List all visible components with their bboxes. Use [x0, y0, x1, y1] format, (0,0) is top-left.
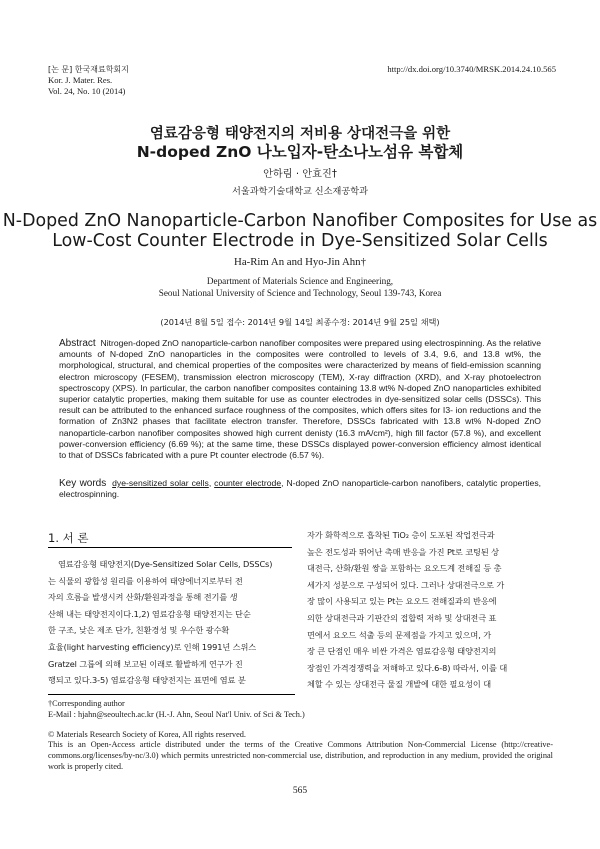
authors-english: Ha-Rim An and Hyo-Jin Ahn†	[234, 256, 366, 268]
journal-header-line3: Vol. 24, No. 10 (2014)	[48, 86, 126, 96]
license-text: This is an Open-Access article distributed under the terms of the Creative Commons Attribution Non-Commercial License (http://creative-commons.org/licenses/by-nc/3.0) which permits unrestricted non-commercial use, distribution, and reproduction in any medium, provided the original work is properly cited.	[48, 740, 553, 771]
abstract-label: Abstract	[59, 338, 96, 349]
section-heading-rule	[48, 547, 292, 548]
body-left-line: 한 구조, 낮은 제조 단가, 친환경성 및 우수한 광수확	[48, 625, 230, 636]
body-left-line: 행되고 있다.3-5) 염료감응형 태양전지는 표면에 염료 분	[48, 675, 246, 686]
body-left-line: Gratzel 그룹에 의해 보고된 이래로 활발하게 연구가 진	[48, 658, 243, 669]
body-column-right	[307, 527, 553, 693]
affiliation-korean: 서울과학기술대학교 신소재공학과	[231, 186, 369, 197]
abstract-text: Nitrogen-doped ZnO nanoparticle-carbon nanofiber composites were prepared using electrospinning. As the relative amounts of N-doped ZnO nanoparticles in the composites were controlled to levels of 3.4, 9.6, and 13.8 wt%, the morphological, structural, and chemical properties of the composites were characterized by means of field-emission scanning electron microscopy (FESEM), transmission electron microscopy (TEM), X-ray diffraction (XRD), and X-ray photoelectron spectroscopy (XPS). In particular, the carbon nanofiber composites containing 13.8 wt% N-doped ZnO nanoparticles exhibited superior catalytic properties, making them suitable for use as counter electrodes in dye-sensitized solar cells (DSSCs). This result can be attributed to the enhanced surface roughness of the composites, which offers sites for I3- ion reductions and the formation of Zn3N2 phases that facilitate electron transfer. Therefore, DSSCs fabricated with 13.8 wt% N-doped ZnO nanoparticle-carbon nanofiber composites showed high current denisty (16.3 mA/cm²), high fill factor (57.8 %), and excellent power-conversion efficiency (6.69 %); at the same time, these DSSCs displayed power-conversion efficiency almost identical to that of DSSCs fabricated with a pure Pt counter electrode (6.57 %).	[59, 338, 541, 461]
copyright-notice: © Materials Research Society of Korea, All rights reserved.	[48, 729, 246, 739]
affiliation-english	[0, 275, 600, 299]
body-right-line: 자가 화학적으로 흡착된 TiO₂ 층이 도포된 작업전극과	[307, 530, 495, 540]
body-left-line: 효율(light harvesting efficiency)로 인해 1991년 스위스	[48, 641, 257, 652]
received-dates: (2014년 8월 5일 접수: 2014년 9월 14일 최종수정: 2014년 9월 25일 채택)	[160, 317, 440, 327]
body-right-line: 높은 전도성과 뛰어난 촉매 반응을 가진 Pt로 코팅된 상	[307, 546, 499, 557]
keywords-rest: , N-doped ZnO nanoparticle-carbon nanofibers, catalytic properties, electrospinning.	[59, 478, 542, 500]
authors-korean: 안하림 · 안효진†	[263, 169, 337, 180]
keywords-label: Key words	[59, 478, 107, 489]
doi-link[interactable]: http://dx.doi.org/10.3740/MRSK.2014.24.10.565	[387, 64, 556, 74]
author-email: E-Mail : hjahn@seoultech.ac.kr (H.-J. Ahn, Seoul Nat'l Univ. of Sci & Tech.)	[48, 709, 305, 719]
body-right-line: 장점인 가격경쟁력을 저해하고 있다.6-8) 따라서, 이를 대	[307, 662, 508, 673]
body-right-line: 장 많이 사용되고 있는 Pt는 요오드 전해질과의 반응에	[307, 596, 497, 607]
title-korean-line2: N-doped ZnO 나노입자-탄소나노섬유 복합체	[136, 143, 464, 161]
body-left-line: 자의 흐름을 발생시켜 산화/환원과정을 통해 전기를 생	[48, 592, 238, 603]
journal-header-line2: Kor. J. Mater. Res.	[48, 75, 113, 85]
abstract	[59, 338, 541, 461]
affiliation-english-line1: Department of Materials Science and Engineering,	[206, 276, 394, 286]
journal-header	[48, 64, 129, 97]
title-english-line2: Low-Cost Counter Electrode in Dye-Sensitized Solar Cells	[52, 231, 548, 251]
body-column-left	[48, 556, 294, 689]
keyword-link-counter-electrode[interactable]: counter electrode	[214, 478, 282, 488]
page-number: 565	[292, 786, 308, 796]
title-korean-line1: 염료감응형 태양전지의 저비용 상대전극을 위한	[149, 126, 451, 142]
body-right-line: 면에서 요오드 석출 등의 문제점을 가지고 있으며, 가	[307, 629, 492, 640]
footnote-rule	[48, 694, 295, 695]
body-right-line: 의한 상대전극과 기판간의 접합력 저하 및 상대전극 표	[307, 612, 497, 623]
body-left-line: 는 식물의 광합성 원리를 이용하여 태양에너지로부터 전	[48, 575, 243, 586]
body-right-line: 장 큰 단점인 매우 비싼 가격은 염료감응형 태양전지의	[307, 646, 497, 657]
section-heading: 1. 서 론	[48, 531, 89, 545]
keywords: Key words dye-sensitized solar cells, counter electrode, N-doped ZnO nanoparticle-carbon nanofibers, catalytic properties, electrospinning.	[59, 478, 542, 500]
journal-header-line1: [논 문] 한국재료학회지	[48, 65, 129, 74]
body-left-line: 염료감응형 태양전지(Dye-Sensitized Solar Cells, DSSCs)	[58, 559, 273, 569]
corresponding-author: †Corresponding author	[48, 699, 125, 708]
affiliation-english-line2: Seoul National University of Science and Technology, Seoul 139-743, Korea	[158, 288, 442, 298]
body-left-line: 산해 내는 태양전지이다.1,2) 염료감응형 태양전지는 단순	[48, 608, 251, 619]
title-english-line1: N-Doped ZnO Nanoparticle-Carbon Nanofiber Composites for Use as	[2, 211, 598, 231]
footnote	[48, 699, 553, 773]
body-right-line: 세가지 성분으로 구성되어 있다. 그러나 상대전극으로 가	[307, 579, 505, 590]
body-right-line: 체할 수 있는 상대전극 물질 개발에 대한 필요성이 대	[307, 679, 492, 690]
body-right-line: 대전극, 산화/환원 쌍을 포함하는 요오드계 전해질 등 총	[307, 563, 502, 574]
keyword-link-dssc[interactable]: dye-sensitized solar cells	[112, 478, 209, 488]
